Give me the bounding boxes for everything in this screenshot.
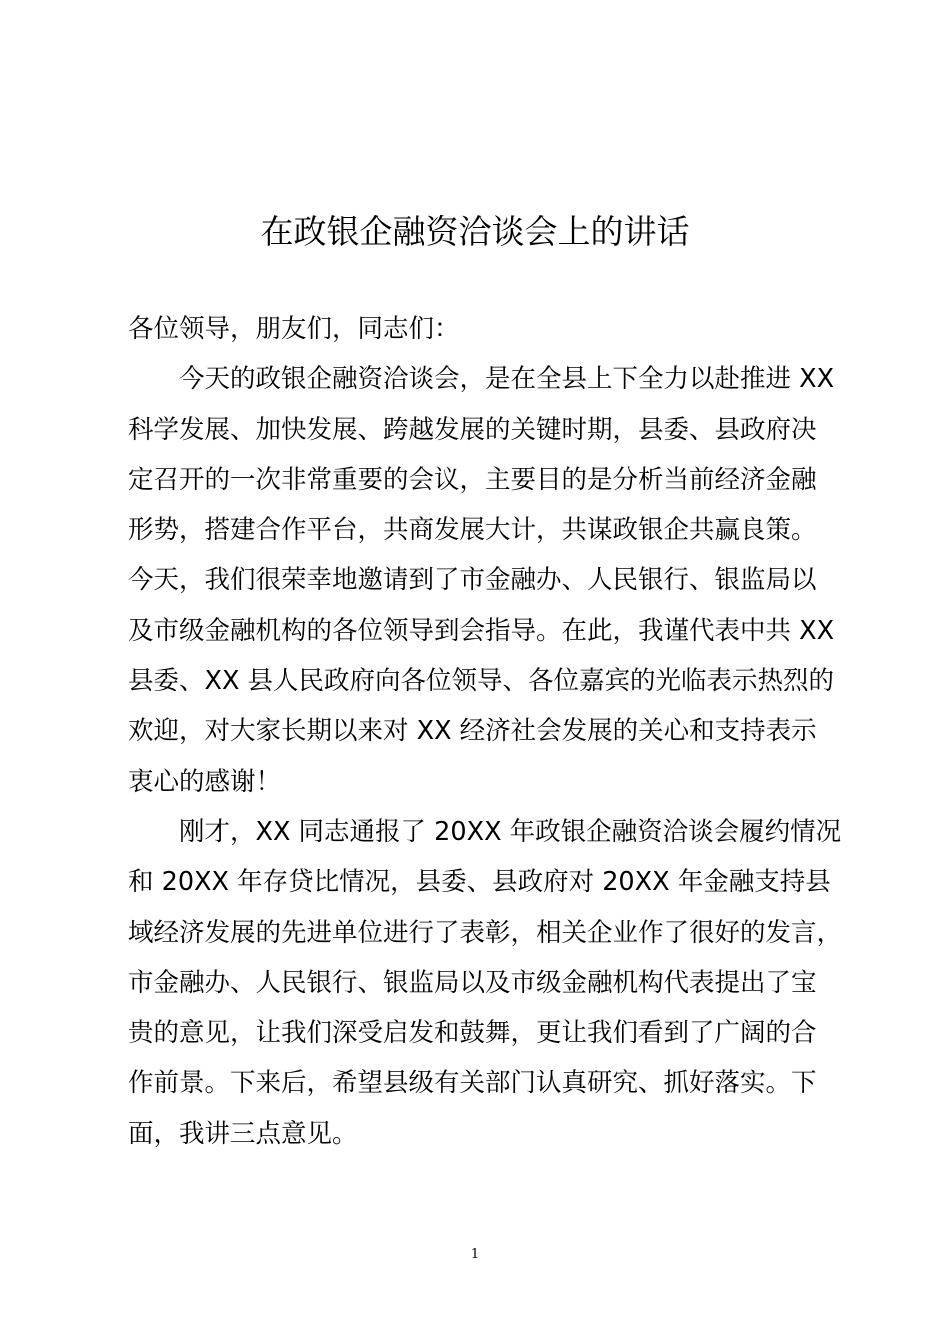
paragraph-1-line-4: 形势，搭建合作平台，共商发展大计，共谋政银企共赢良策。	[128, 515, 817, 546]
paragraph-1-line-1: 今天的政银企融资洽谈会，是在全县上下全力以赴推进 XX	[179, 364, 835, 395]
salutation-line: 各位领导，朋友们，同志们：	[128, 314, 460, 344]
paragraph-2-line-1: 刚才，XX 同志通报了 20XX 年政银企融资洽谈会履约情况	[179, 816, 842, 847]
paragraph-2-line-4: 市金融办、人民银行、银监局以及市级金融机构代表提出了宝	[128, 967, 817, 998]
paragraph-2-line-6: 作前景。下来后，希望县级有关部门认真研究、抓好落实。下	[128, 1068, 817, 1099]
paragraph-1-line-5: 今天，我们很荣幸地邀请到了市金融办、人民银行、银监局以	[128, 565, 817, 596]
paragraph-2-line-3: 域经济发展的先进单位进行了表彰，相关企业作了很好的发言，	[128, 917, 843, 948]
paragraph-1-line-6: 及市级金融机构的各位领导到会指导。在此，我谨代表中共 XX	[128, 615, 835, 646]
paragraph-2-line-7: 面，我讲三点意见。	[128, 1118, 358, 1149]
paragraph-2-line-5: 贵的意见，让我们深受启发和鼓舞，更让我们看到了广阔的合	[128, 1018, 817, 1049]
paragraph-1-line-3: 定召开的一次非常重要的会议，主要目的是分析当前经济金融	[128, 464, 817, 495]
document-title: 在政银企融资洽谈会上的讲话	[260, 212, 690, 251]
paragraph-1-line-8: 欢迎，对大家长期以来对 XX 经济社会发展的关心和支持表示	[128, 716, 817, 747]
page-number: 1	[470, 1247, 480, 1262]
paragraph-2-line-2: 和 20XX 年存贷比情况，县委、县政府对 20XX 年金融支持县	[128, 867, 831, 898]
paragraph-1-line-7: 县委、XX 县人民政府向各位领导、各位嘉宾的光临表示热烈的	[128, 666, 835, 697]
paragraph-1-line-9: 衷心的感谢！	[128, 766, 282, 797]
paragraph-1-line-2: 科学发展、加快发展、跨越发展的关键时期，县委、县政府决	[128, 414, 817, 445]
document-body	[128, 304, 848, 1159]
